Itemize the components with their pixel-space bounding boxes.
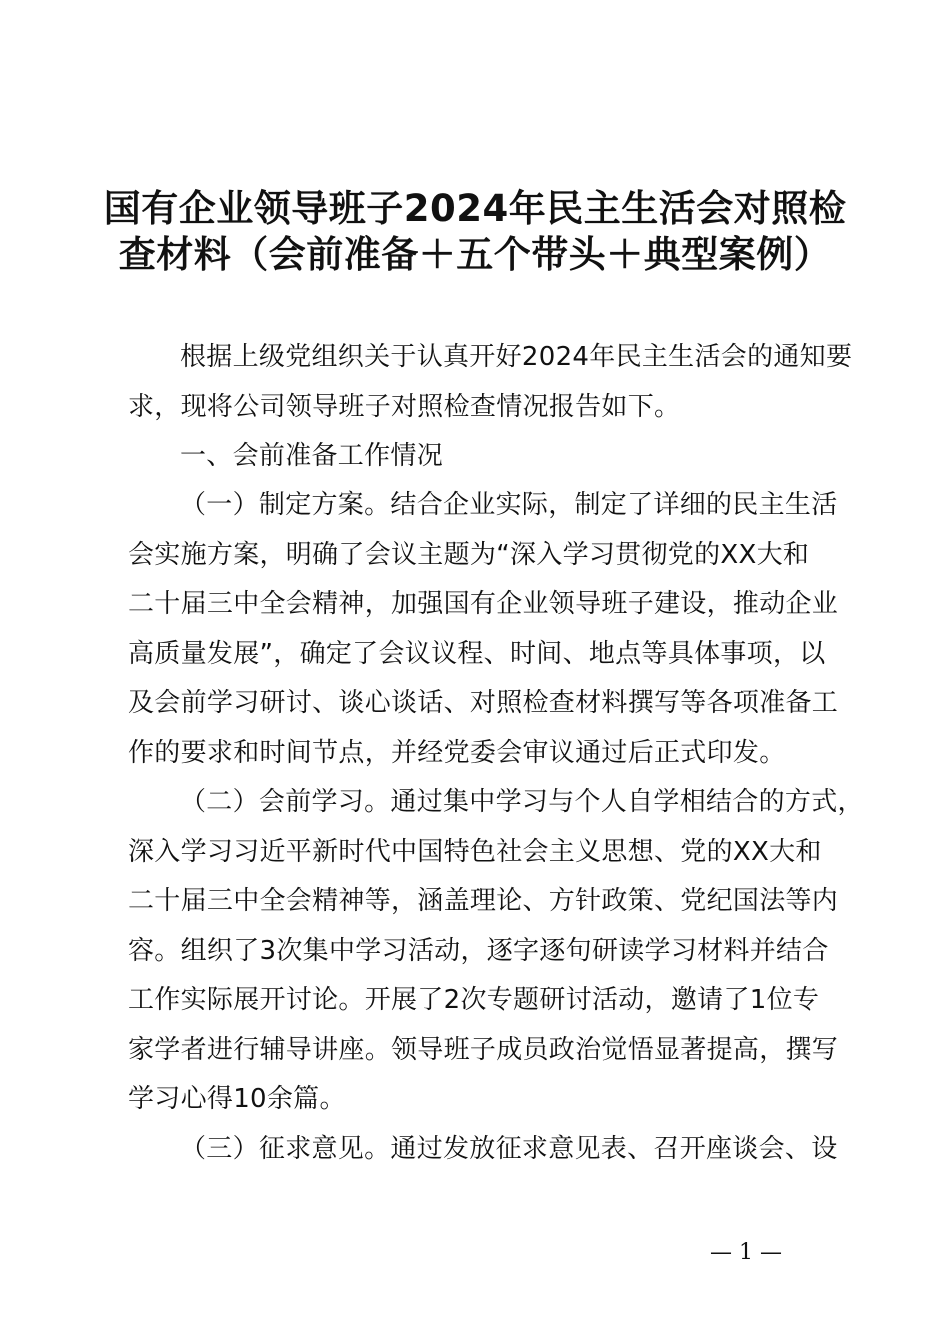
paragraph-plan-line-4: 高质量发展”，确定了会议议程、时间、地点等具体事项，以 — [128, 639, 826, 669]
paragraph-study-line-7: 学习心得10余篇。 — [128, 1084, 346, 1114]
paragraph-intro-line-2: 求，现将公司领导班子对照检查情况报告如下。 — [128, 392, 681, 422]
paragraph-plan-line-5: 及会前学习研讨、谈心谈话、对照检查材料撰写等各项准备工 — [128, 688, 839, 718]
title-line-1: 国有企业领导班子2024年民主生活会对照检 — [103, 187, 847, 230]
paragraph-opinions-line-1: （三）征求意见。通过发放征求意见表、召开座谈会、设 — [180, 1134, 838, 1164]
paragraph-study-line-1: （二）会前学习。通过集中学习与个人自学相结合的方式， — [180, 787, 864, 817]
page-number: — 1 — — [710, 1240, 782, 1265]
paragraph-study-line-5: 工作实际展开讨论。开展了2次专题研讨活动，邀请了1位专 — [128, 985, 820, 1015]
title-line-2: 查材料（会前准备＋五个带头＋典型案例） — [118, 233, 832, 276]
paragraph-plan-line-3: 二十届三中全会精神，加强国有企业领导班子建设，推动企业 — [128, 589, 839, 619]
paragraph-study-line-2: 深入学习习近平新时代中国特色社会主义思想、党的XX大和 — [128, 837, 822, 867]
paragraph-intro-line-1: 根据上级党组织关于认真开好2024年民主生活会的通知要 — [180, 342, 853, 372]
section-heading-1: 一、会前准备工作情况 — [180, 441, 444, 471]
paragraph-plan-line-1: （一）制定方案。结合企业实际，制定了详细的民主生活 — [180, 490, 838, 520]
paragraph-study-line-6: 家学者进行辅导讲座。领导班子成员政治觉悟显著提高，撰写 — [128, 1035, 839, 1065]
paragraph-study-line-4: 容。组织了3次集中学习活动，逐字逐句研读学习材料并结合 — [128, 936, 829, 966]
paragraph-plan-line-6: 作的要求和时间节点，并经党委会审议通过后正式印发。 — [128, 738, 786, 768]
paragraph-plan-line-2: 会实施方案，明确了会议主题为“深入学习贯彻党的XX大和 — [128, 540, 810, 570]
paragraph-study-line-3: 二十届三中全会精神等，涵盖理论、方针政策、党纪国法等内 — [128, 886, 839, 916]
